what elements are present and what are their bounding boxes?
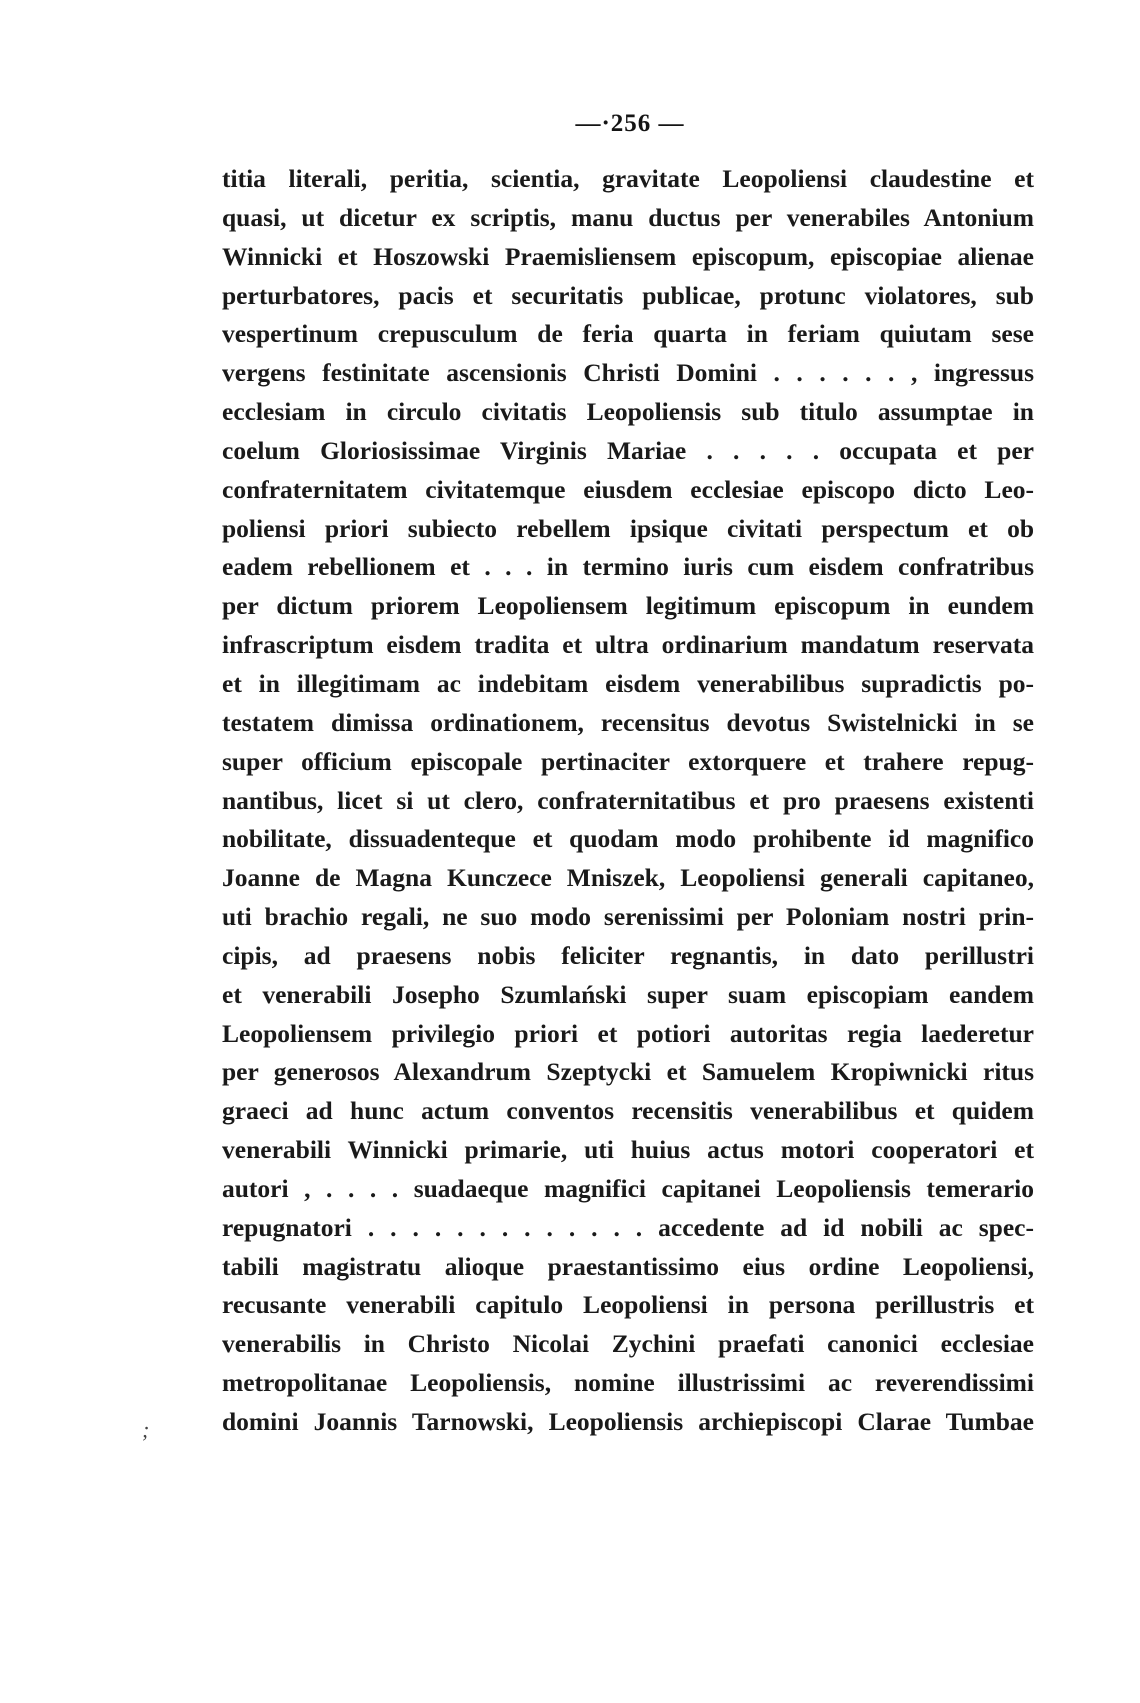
page-number: —·256 — [575,110,685,137]
text-line: nantibus, licet si ut clero, confraternitatibus et pro praesens existenti [222,785,1034,815]
text-line: domini Joannis Tarnowski, Leopoliensis archiepiscopi Clarae Tumbae [222,1407,1034,1436]
text-line: cipis, ad praesens nobis feliciter regnantis, in dato perillustri [222,940,1034,970]
text-line: ecclesiam in circulo civitatis Leopoliensis sub titulo assumptae in [222,397,1034,427]
text-line: autori , . . . . suadaeque magnifici capitanei Leopoliensis temerario [222,1173,1034,1203]
text-line: recusante venerabili capitulo Leopoliensi in persona perillustris et [222,1290,1034,1320]
text-line: repugnatori . . . . . . . . . . . . . accedente ad id nobili ac spec- [222,1212,1034,1242]
text-line: quasi, ut dicetur ex scriptis, manu ductus per venerabiles Antonium [222,202,1034,232]
text-line: vergens festinitate ascensionis Christi Domini . . . . . . , ingressus [222,358,1034,388]
text-line: et venerabili Josepho Szumlański super suam episcopiam eandem [222,979,1034,1009]
text-line: poliensi priori subiecto rebellem ipsique civitati perspectum et ob [222,513,1034,543]
text-line: nobilitate, dissuadenteque et quodam modo prohibente id magnifico [222,824,1034,854]
text-line: infrascriptum eisdem tradita et ultra ordinarium mandatum reservata [222,630,1034,660]
text-line: graeci ad hunc actum conventos recensitis venerabilibus et quidem [222,1096,1034,1126]
text-line: coelum Gloriosissimae Virginis Mariae . . . . . occupata et per [222,435,1034,465]
text-line: Leopoliensem privilegio priori et potiori autoritas regia laederetur [222,1018,1034,1048]
text-line: Winnicki et Hoszowski Praemisliensem episcopum, episcopiae alienae [222,241,1034,271]
text-line: confraternitatem civitatemque eiusdem ecclesiae episcopo dicto Leo- [222,474,1034,504]
text-line: venerabilis in Christo Nicolai Zychini praefati canonici ecclesiae [222,1329,1034,1359]
text-line: et in illegitimam ac indebitam eisdem venerabilibus supradictis po- [222,668,1034,698]
text-line: per dictum priorem Leopoliensem legitimum episcopum in eundem [222,591,1034,621]
text-line: perturbatores, pacis et securitatis publicae, protunc violatores, sub [222,280,1034,310]
text-line: vespertinum crepusculum de feria quarta in feriam quiutam sese [222,319,1034,349]
text-line: Joanne de Magna Kunczece Mniszek, Leopoliensi generali capitaneo, [222,863,1034,893]
text-line: tabili magistratu alioque praestantissimo eius ordine Leopoliensi, [222,1251,1034,1281]
text-line: uti brachio regali, ne suo modo serenissimi per Poloniam nostri prin- [222,902,1034,932]
text-line: venerabili Winnicki primarie, uti huius actus motori cooperatori et [222,1135,1034,1165]
text-line: eadem rebellionem et . . . in termino iuris cum eisdem confratribus [222,552,1034,582]
text-line: titia literali, peritia, scientia, gravitate Leopoliensi claudestine et [222,164,1034,193]
margin-mark: ; [142,1417,150,1442]
text-line: metropolitanae Leopoliensis, nomine illustrissimi ac reverendissimi [222,1368,1034,1398]
text-line: super officium episcopale pertinaciter extorquere et trahere repug- [222,746,1034,776]
body-text [222,160,1034,1442]
text-line: testatem dimissa ordinationem, recensitus devotus Swistelnicki in se [222,707,1034,737]
text-line: per generosos Alexandrum Szeptycki et Samuelem Kropiwnicki ritus [222,1057,1034,1087]
